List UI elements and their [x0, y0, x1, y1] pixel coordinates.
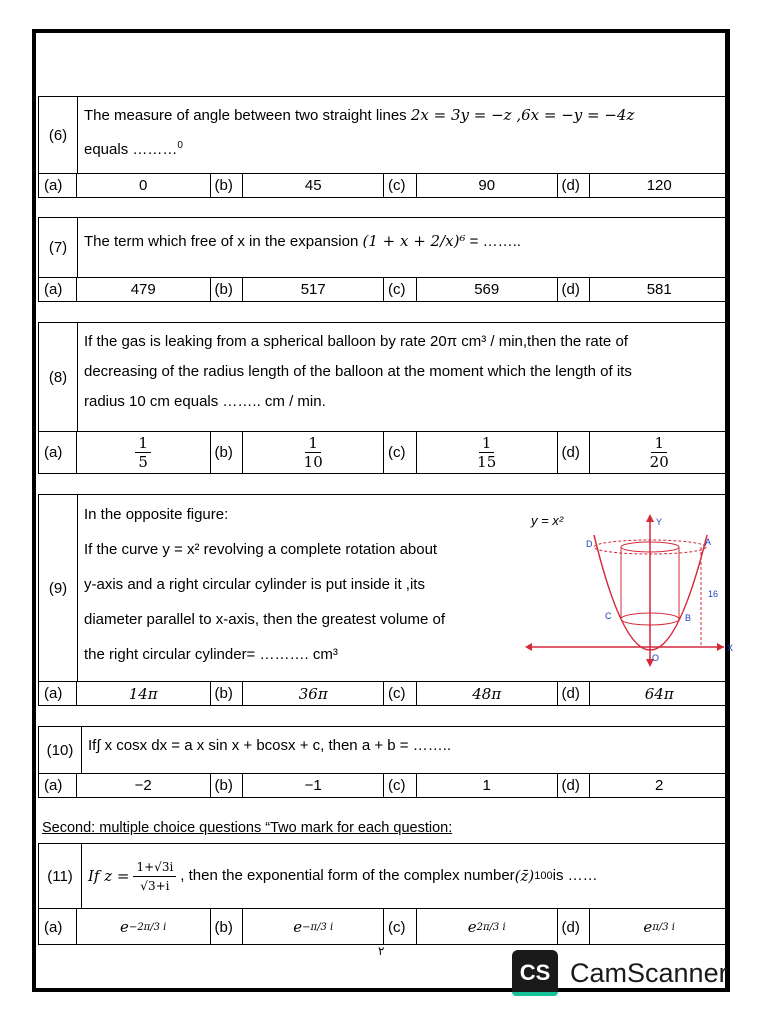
option-value: 90	[417, 174, 558, 197]
question-6	[38, 96, 729, 198]
option-label: (c)	[384, 682, 417, 705]
question-number: (7)	[39, 218, 78, 277]
option-label: (c)	[384, 174, 417, 197]
camscanner-text: CamScanner	[570, 957, 728, 988]
option-value: $\frac{1}{20}$	[649, 434, 669, 471]
option-label: (d)	[558, 432, 591, 473]
option-value: 1	[417, 774, 558, 797]
question-number: (8)	[39, 323, 78, 431]
option-value: 45	[243, 174, 384, 197]
option-value: e π/3 i	[643, 918, 675, 936]
option-label: (b)	[211, 682, 244, 705]
option-label: (d)	[558, 909, 591, 945]
options-row	[39, 432, 728, 473]
option-value: e −2π/3 i	[77, 909, 211, 945]
question-10	[38, 726, 729, 798]
option-label: (d)	[558, 174, 591, 197]
option-value: 0	[77, 174, 211, 197]
option-value: e −π/3 i	[243, 909, 384, 945]
option-value: 479	[77, 278, 211, 301]
option-label: (b)	[211, 432, 244, 473]
option-value: e 2π/3 i	[417, 909, 558, 945]
question-text: If∫ x cosx dx = a x sin x + bcosx + c, then a + b = ……..	[88, 737, 452, 754]
question-number: (9)	[39, 495, 78, 681]
option-label: (b)	[211, 278, 244, 301]
option-label: (a)	[39, 909, 77, 945]
question-text: If z = $\frac{1+√3i}{√3+i}$ , then the exponential form of the complex number (z̄) 100 is ……	[88, 859, 598, 893]
svg-text:O: O	[652, 653, 660, 663]
expansion-expression: (1 + x + 2/x)⁶	[362, 232, 466, 250]
svg-text:B: B	[685, 613, 692, 623]
option-value: $\frac{1}{5}$	[77, 432, 211, 473]
option-label: (a)	[39, 432, 77, 473]
question-text: The measure of angle between two straight lines 2x = 3y = −z ,6x = −y = −4z equals ………$^0$	[84, 106, 635, 158]
question-7	[38, 217, 729, 302]
option-label: (c)	[384, 278, 417, 301]
question-11	[38, 843, 729, 945]
question-text: The term which free of x in the expansion (1 + x + 2/x)⁶ = ……..	[84, 232, 521, 250]
z-fraction: $\frac{1+√3i}{√3+i}$	[133, 858, 176, 895]
options-row	[39, 909, 728, 945]
paraboloid-figure	[519, 505, 739, 675]
option-value: 581	[646, 281, 672, 298]
option-label: (b)	[211, 774, 244, 797]
option-label: (d)	[558, 774, 591, 797]
question-number: (10)	[39, 727, 82, 773]
option-label: (a)	[39, 774, 77, 797]
question-8	[38, 322, 729, 474]
option-value: 2	[655, 777, 664, 794]
option-value: 64π	[644, 684, 674, 703]
option-label: (c)	[384, 432, 417, 473]
page-number: ٢	[378, 944, 385, 958]
option-label: (a)	[39, 278, 77, 301]
curve-label: y = x²	[531, 513, 564, 528]
option-value: 48π	[417, 682, 558, 705]
option-label: (d)	[558, 682, 591, 705]
option-label: (a)	[39, 174, 77, 197]
option-label: (b)	[211, 174, 244, 197]
option-label: (a)	[39, 682, 77, 705]
section-heading: Second: multiple choice questions “Two mark for each question:	[42, 820, 453, 836]
svg-text:16: 16	[708, 589, 719, 599]
option-value: 36π	[243, 682, 384, 705]
svg-text:C: C	[605, 611, 612, 621]
question-number: (11)	[39, 844, 82, 908]
option-value: 569	[417, 278, 558, 301]
camscanner-watermark	[512, 950, 728, 996]
question-text: In the opposite figure: If the curve y = x² revolving a complete rotation about y-axis and a right circular cylinder is put inside it ,its diameter parallel to x-axis, then the greatest volume of the right circular cylinder= ………. cm³	[84, 506, 446, 663]
option-value: 120	[646, 177, 672, 194]
equation: 2x = 3y = −z ,6x = −y = −4z	[410, 106, 635, 124]
svg-text:D: D	[586, 539, 593, 549]
option-label: (c)	[384, 774, 417, 797]
option-label: (b)	[211, 909, 244, 945]
option-label: (d)	[558, 278, 591, 301]
option-value: $\frac{1}{15}$	[417, 432, 558, 473]
option-value: 14π	[77, 682, 211, 705]
option-value: −1	[243, 774, 384, 797]
question-number: (6)	[39, 97, 78, 173]
option-value: −2	[77, 774, 211, 797]
option-label: (c)	[384, 909, 417, 945]
camscanner-logo: CS	[512, 950, 558, 996]
question-9	[38, 494, 734, 706]
option-value: 517	[243, 278, 384, 301]
svg-text:A: A	[705, 537, 712, 547]
option-value: $\frac{1}{10}$	[243, 432, 384, 473]
options-row	[39, 278, 728, 301]
options-row	[39, 174, 728, 197]
options-row	[39, 682, 728, 705]
question-text: If the gas is leaking from a spherical balloon by rate 20π cm³ / min,then the rate of decreasing of the radius length of the balloon at the moment which the length of its radius 10 cm equals …….. cm / min.	[84, 333, 632, 410]
options-row	[39, 774, 728, 797]
svg-text:Y: Y	[656, 517, 663, 527]
svg-text:X: X	[727, 643, 734, 653]
